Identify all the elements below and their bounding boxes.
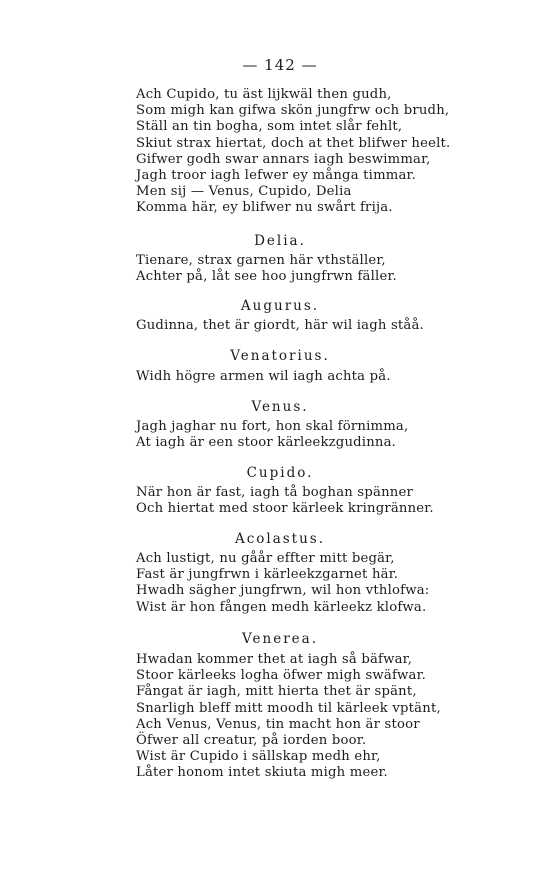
verse-line: Ach Cupido, tu äst lijkwäl then gudh,	[136, 87, 392, 102]
verse-line: Snarligh bleff mitt moodh til kärleek vptänt,	[136, 700, 441, 716]
verse-line: Jagh troor iagh lefwer ey många timmar.	[136, 168, 416, 184]
speaker-name: Acolastus.	[234, 531, 326, 547]
speech	[136, 419, 456, 451]
verse-line: Achter på, låt see hoo jungfrwn fäller.	[136, 269, 397, 285]
verse-line: Komma här, ey blifwer nu swårt frija.	[136, 200, 393, 216]
speaker-name: Augurus.	[240, 298, 320, 314]
verse-line: Hwadan kommer thet at iagh så bäfwar,	[136, 652, 413, 667]
verse-line: At iagh är een stoor kärleekzgudinna.	[136, 435, 397, 451]
verse-line: Men sij — Venus, Cupido, Delia	[136, 184, 352, 200]
verse-line: Skiut strax hiertat, doch at thet blifwer heelt.	[136, 135, 451, 151]
verse-line: När hon är fast, iagh tå boghan spänner	[136, 485, 413, 500]
verse-line: Jagh jaghar nu fort, hon skal förnimma,	[136, 419, 409, 434]
speaker-name: Cupido.	[246, 465, 314, 481]
speech	[136, 551, 456, 616]
verse-line: Tienare, strax garnen här vthställer,	[136, 253, 386, 268]
verse-line: Ach lustigt, nu gåår effter mitt begär,	[136, 551, 395, 566]
verse-line: Stoor kärleeks logha öfwer migh swäfwar.	[136, 668, 427, 684]
verse-line: Hwadh sägher jungfrwn, wil hon vthlofwa:	[136, 583, 430, 599]
verse-line: Ställ an tin bogha, som intet slår fehlt,	[136, 119, 403, 135]
speech	[136, 485, 456, 517]
verse-line: Widh högre armen wil iagh achta på.	[136, 369, 391, 384]
verse-line: Gudinna, thet är giordt, här wil iagh ståå.	[136, 318, 424, 333]
verse-line: Gifwer godh swar annars iagh beswimmar,	[136, 151, 431, 167]
verse-line: Fast är jungfrwn i kärleekzgarnet här.	[136, 567, 399, 583]
verse-line: Wist är hon fången medh kärleekz klofwa.	[136, 599, 427, 615]
opening-verse	[136, 87, 456, 217]
speaker-name: Venatorius.	[230, 348, 330, 364]
speech	[136, 318, 456, 334]
speech	[136, 253, 456, 285]
verse-line: Wist är Cupido i sällskap medh ehr,	[136, 749, 381, 765]
verse-line: Fångat är iagh, mitt hierta thet är spänt,	[136, 684, 417, 700]
speech	[136, 652, 456, 782]
verse-line: Och hiertat med stoor kärleek kringränner.	[136, 501, 434, 517]
speech	[136, 369, 456, 385]
verse-line: Öfwer all creatur, på iorden boor.	[136, 733, 367, 749]
speaker-name: Delia.	[254, 233, 306, 249]
verse-line: Ach Venus, Venus, tin macht hon är stoor	[136, 716, 420, 732]
verse-line: Låter honom intet skiuta migh meer.	[136, 765, 388, 781]
speaker-name: Venus.	[251, 399, 309, 415]
page-number: — 142 —	[242, 56, 318, 74]
speaker-name: Venerea.	[242, 631, 318, 647]
verse-line: Som migh kan gifwa skön jungfrw och brudh,	[136, 103, 450, 119]
